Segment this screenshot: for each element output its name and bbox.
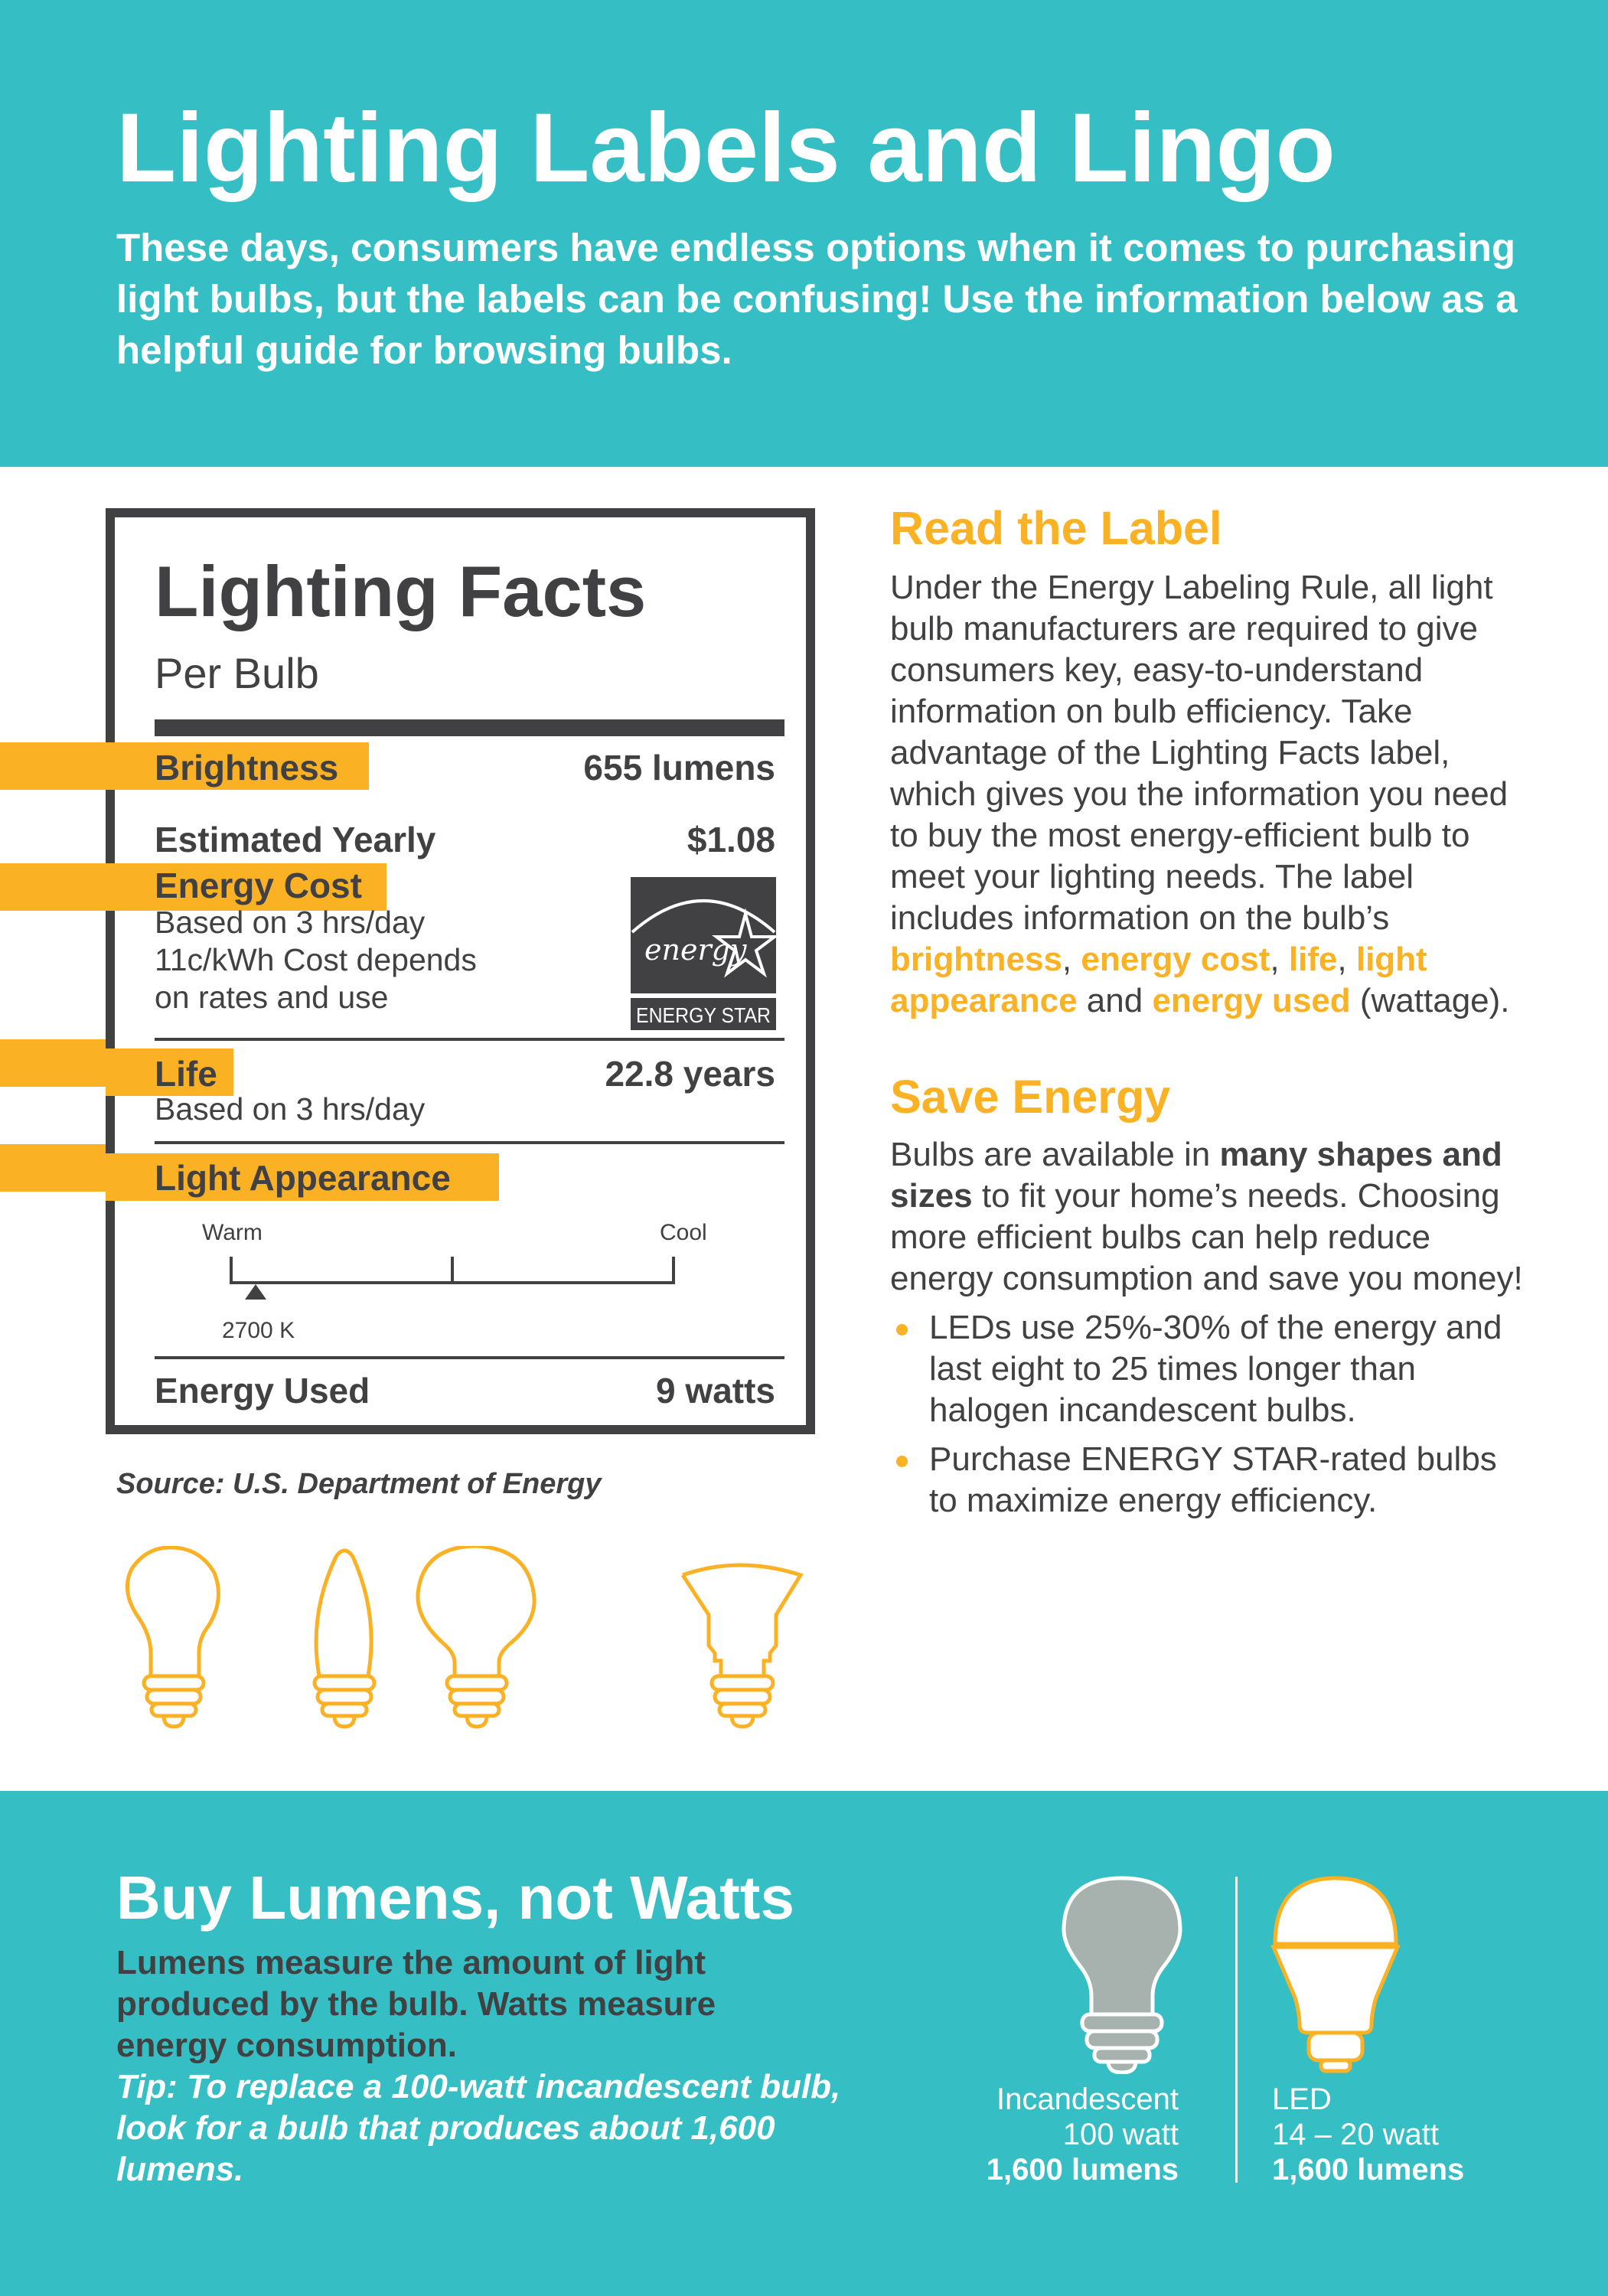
term-energy-cost: energy cost (1081, 941, 1270, 978)
led-type: LED (1272, 2082, 1332, 2116)
candle-bulb-icon (302, 1546, 394, 1730)
globe-bulb-icon (413, 1546, 543, 1730)
energy-cost-label-line2: Energy Cost (155, 866, 362, 905)
lumens-description: Lumens measure the amount of light produced by the bulb. Watts measure energy consumption. (116, 1944, 716, 2064)
lumens-banner (0, 1791, 1608, 2296)
incandescent-lumens: 1,600 lumens (986, 2153, 1179, 2187)
temperature-marker-icon (245, 1284, 266, 1300)
page-title: Lighting Labels and Lingo (116, 93, 1336, 203)
term-energy-used: energy used (1152, 982, 1351, 1019)
life-label: Life (155, 1054, 217, 1094)
svg-text:ENERGY STAR: ENERGY STAR (636, 1003, 771, 1027)
read-label-body: Under the Energy Labeling Rule, all light bulb manufacturers are required to give consumers key, easy-to-understand information on bulb efficiency. Take advantage of the Lighting Facts label, which gives you the information you need to buy the most energy-efficient bulb to meet your lighting needs. The label includes information on the bulb’s brightness, energy cost, life, light appearance and energy used (wattage). (890, 569, 1510, 1019)
warm-label: Warm (202, 1220, 263, 1245)
save-energy-body: Bulbs are available in many shapes and sizes to fit your home’s needs. Choosing more efficient bulbs can help reduce energy consumption and save you money! (890, 1136, 1523, 1297)
list-item: LEDs use 25%-30% of the energy and last eight to 25 times longer than halogen incandescent bulbs. (890, 1307, 1525, 1431)
save-energy-bullets (890, 1307, 1525, 1521)
energy-cost-note-1: Based on 3 hrs/day (155, 905, 426, 940)
energy-cost-label-line1: Estimated Yearly (155, 820, 436, 859)
term-brightness: brightness (890, 941, 1062, 978)
bulb-shapes-row (99, 1546, 834, 1730)
label-title: Lighting Facts (155, 551, 647, 631)
incandescent-comparison (949, 2082, 1179, 2187)
lighting-facts-label (106, 508, 815, 1434)
right-column (890, 497, 1525, 1529)
term-light-appearance: light appearance (890, 941, 1427, 1019)
source-citation: Source: U.S. Department of Energy (116, 1468, 602, 1500)
label-divider (155, 1038, 784, 1041)
label-divider-thick (155, 719, 784, 736)
energy-cost-note-2: 11c/kWh Cost depends (155, 942, 477, 977)
label-subtitle: Per Bulb (155, 649, 319, 697)
led-watt: 14 – 20 watt (1272, 2118, 1439, 2151)
incandescent-type: Incandescent (996, 2082, 1179, 2116)
bullet-dot-icon (896, 1456, 908, 1467)
save-energy-heading: Save Energy (890, 1071, 1171, 1123)
label-divider (155, 1141, 784, 1144)
list-item: Purchase ENERGY STAR-rated bulbs to maximize energy efficiency. (890, 1439, 1525, 1521)
comparison-divider (1235, 1877, 1238, 2183)
read-the-label-section (890, 502, 1525, 1022)
energy-cost-value: $1.08 (687, 820, 775, 859)
incandescent-bulb-icon (1061, 1875, 1185, 2074)
flood-bulb-icon (678, 1546, 808, 1730)
svg-text:energy: energy (644, 933, 747, 967)
temperature-value: 2700 K (222, 1318, 295, 1343)
label-divider (155, 1356, 784, 1359)
incandescent-watt: 100 watt (1062, 2118, 1179, 2151)
brightness-label: Brightness (155, 748, 339, 788)
led-lumens: 1,600 lumens (1272, 2153, 1465, 2187)
color-temperature-scale (230, 1257, 689, 1300)
bullet-dot-icon (896, 1324, 908, 1336)
intro-text: These days, consumers have endless options when it comes to purchasing light bulbs, but the labels can be confusing! Use the information below as a helpful guide for browsing bulbs. (116, 226, 1518, 372)
energy-used-value: 9 watts (656, 1371, 775, 1411)
save-energy-section (890, 1071, 1525, 1521)
life-value: 22.8 years (605, 1054, 775, 1094)
term-life: life (1288, 941, 1338, 978)
energy-star-icon (631, 877, 776, 1030)
led-bulb-icon (1270, 1875, 1401, 2074)
a-line-bulb-icon (116, 1546, 239, 1730)
light-appearance-label: Light Appearance (155, 1158, 451, 1198)
energy-star-logo (631, 877, 776, 1030)
brightness-value: 655 lumens (583, 748, 775, 788)
read-label-heading: Read the Label (890, 502, 1222, 554)
lumens-heading: Buy Lumens, not Watts (116, 1864, 794, 1932)
cool-label: Cool (660, 1220, 707, 1245)
energy-cost-note-3: on rates and use (155, 980, 389, 1015)
lumens-tip: Tip: To replace a 100-watt incandescent bulb, look for a bulb that produces about 1,600 lumens. (116, 2068, 841, 2188)
led-comparison (1272, 2082, 1517, 2187)
energy-used-label: Energy Used (155, 1371, 370, 1411)
header-banner (0, 0, 1608, 467)
life-note: Based on 3 hrs/day (155, 1091, 426, 1127)
